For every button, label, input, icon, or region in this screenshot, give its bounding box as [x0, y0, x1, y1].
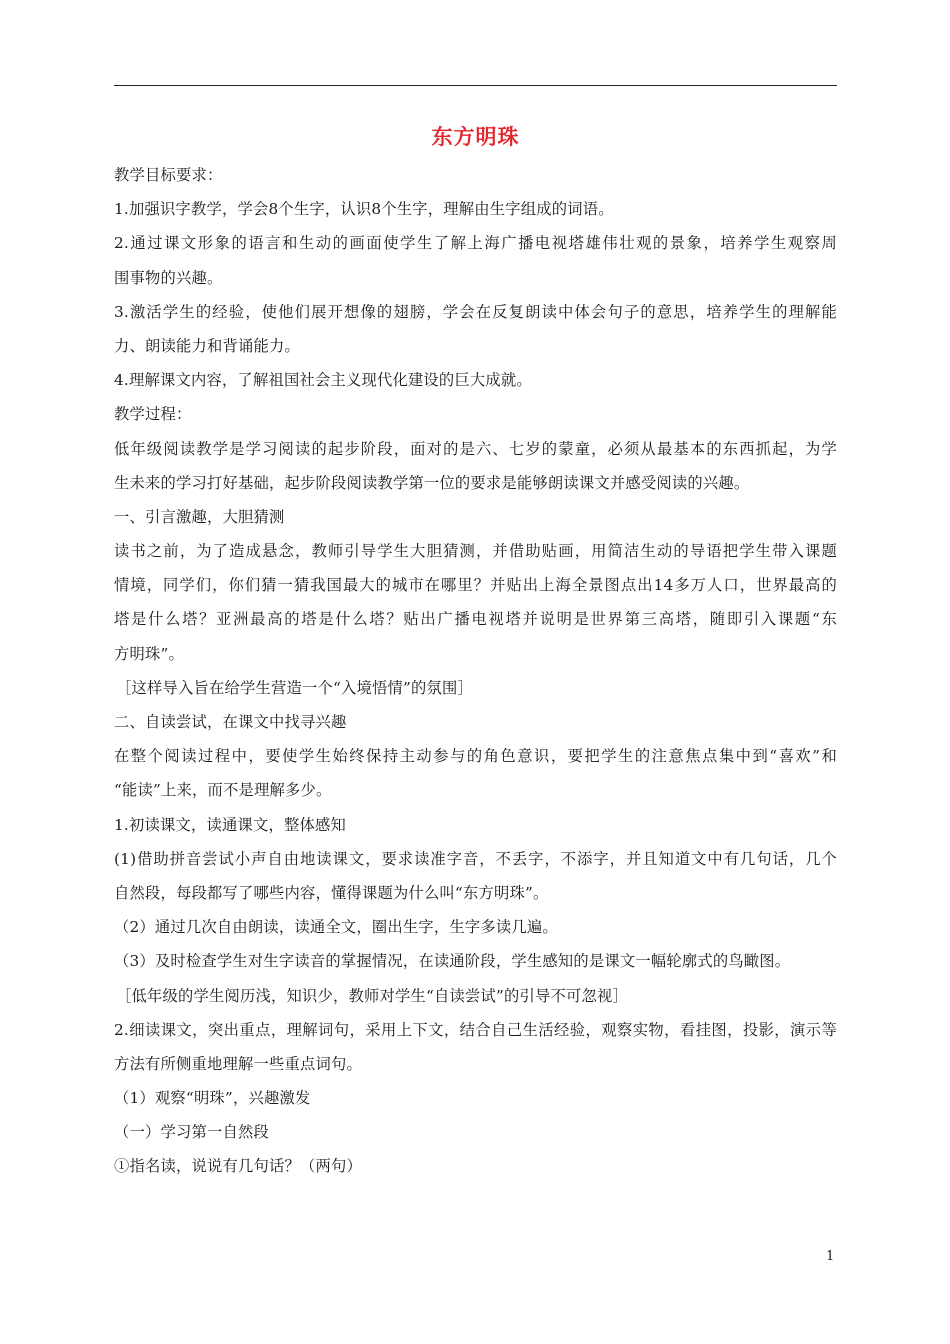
text-line: 低年级阅读教学是学习阅读的起步阶段，面对的是六、七岁的蒙童，必须从最基本的东西抓起，为学	[114, 439, 837, 458]
text-line: （3）及时检查学生对生字读音的掌握情况，在读通阶段，学生感知的是课文一幅轮廓式的鸟瞰图。	[114, 952, 791, 971]
text-line: 1.初读课文，读通课文，整体感知	[114, 815, 346, 834]
section-heading: 二、自读尝试，在课文中找寻兴趣	[114, 713, 347, 731]
text-line: 围事物的兴趣。	[114, 268, 223, 287]
text-line: 生未来的学习打好基础，起步阶段阅读教学第一位的要求是能够朗读课文并感受阅读的兴趣。	[114, 473, 750, 492]
text-line: 1.加强识字教学，学会8个生字，认识8个生字，理解由生字组成的词语。	[114, 200, 614, 219]
page-number: 1	[826, 1249, 835, 1264]
text-line: （1）观察“明珠”，兴趣激发	[114, 1089, 311, 1108]
text-line: 方法有所侧重地理解一些重点词句。	[114, 1054, 362, 1073]
text-line: 2.通过课文形象的语言和生动的画面使学生了解上海广播电视塔雄伟壮观的景象，培养学生观察周	[114, 234, 837, 253]
text-line: 教学过程：	[114, 405, 192, 424]
header-rule	[114, 85, 837, 86]
text-line: 读书之前，为了造成悬念，教师引导学生大胆猜测，并借助贴画，用简洁生动的导语把学生带入课题	[114, 542, 837, 561]
document-body	[114, 158, 837, 1184]
text-line: (1)借助拼音尝试小声自由地读课文，要求读准字音，不丢字，不添字，并且知道文中有几句话，几个	[114, 849, 837, 868]
section-heading: 一、引言激趣，大胆猜测	[114, 507, 285, 526]
text-line: 4.理解课文内容，了解祖国社会主义现代化建设的巨大成就。	[114, 371, 532, 390]
text-line: （2）通过几次自由朗读，读通全文，圈出生字，生字多读几遍。	[114, 918, 558, 937]
text-line: 在整个阅读过程中，要使学生始终保持主动参与的角色意识，要把学生的注意焦点集中到“喜欢”和	[114, 747, 837, 766]
note-line: ［低年级的学生阅历浅，知识少，教师对学生“自读尝试”的引导不可忽视］	[116, 986, 628, 1005]
note-line: ［这样导入旨在给学生营造一个“入境悟情”的氛围］	[116, 678, 473, 697]
document-title: 东方明珠	[431, 124, 520, 149]
text-line: “能读”上来，而不是理解多少。	[114, 781, 332, 800]
text-line: 方明珠”。	[114, 644, 185, 663]
text-line: 3.激活学生的经验，使他们展开想像的翅膀，学会在反复朗读中体会句子的意思，培养学生的理解能	[114, 302, 837, 321]
text-line: ①指名读，说说有几句话？（两句）	[114, 1157, 362, 1176]
text-line: 教学目标要求：	[114, 166, 223, 184]
text-line: 情境，同学们，你们猜一猜我国最大的城市在哪里？并贴出上海全景图点出14多万人口，世界最高的	[114, 576, 837, 595]
text-line: 塔是什么塔？亚洲最高的塔是什么塔？贴出广播电视塔并说明是世界第三高塔，随即引入课题“东	[114, 610, 837, 629]
text-line: 2.细读课文，突出重点，理解词句，采用上下文，结合自己生活经验，观察实物，看挂图，投影，演示等	[114, 1020, 837, 1039]
text-line: 力、朗读能力和背诵能力。	[114, 336, 300, 355]
text-line: （一）学习第一自然段	[114, 1123, 269, 1142]
text-line: 自然段，每段都写了哪些内容，懂得课题为什么叫“东方明珠”。	[114, 883, 549, 902]
